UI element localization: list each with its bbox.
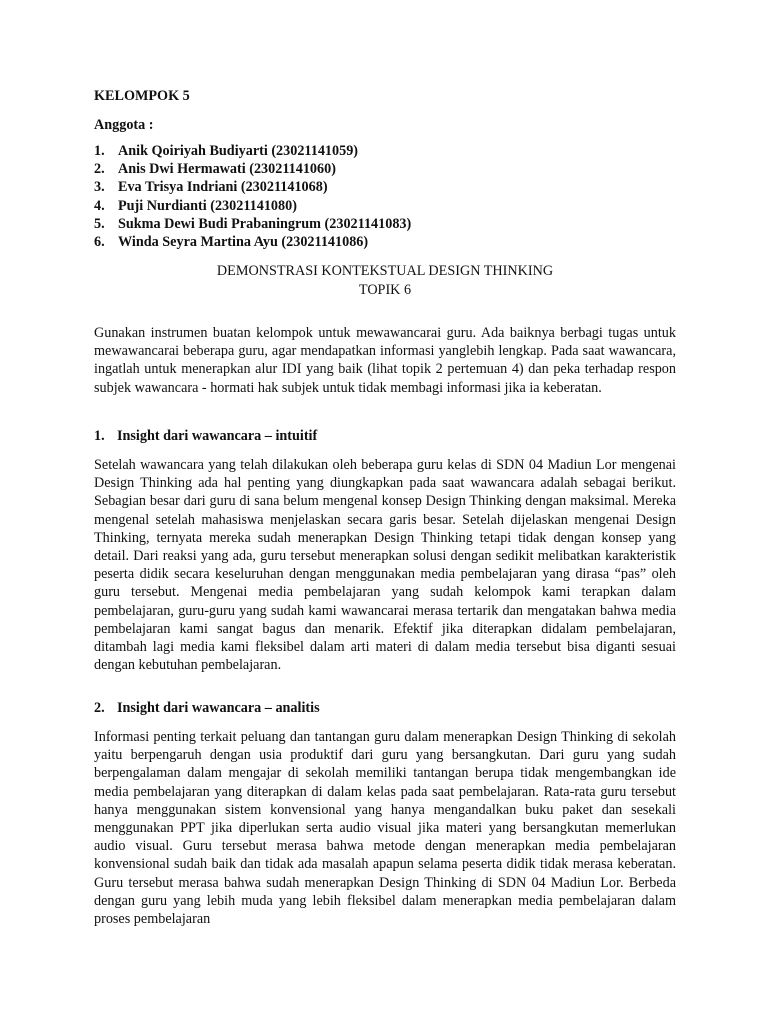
intro-paragraph: Gunakan instrumen buatan kelompok untuk mewawancarai guru. Ada baiknya berbagi tugas untuk mewawancarai beberapa guru, agar mendapatkan informasi yanglebih lengkap. Pada saat wawancara, ingatlah untuk menerapkan alur IDI yang baik (lihat topik 2 pertemuan 4) dan peka terhadap respon subjek wawancara - hormati hak subjek untuk tidak membagi informasi jika ia keberatan. [94,325,676,396]
section-number: 1. [94,428,105,444]
member-name: Puji Nurdianti (23021141080) [118,197,297,214]
section-number: 2. [94,700,105,716]
member-number: 3. [94,179,105,196]
member-number: 4. [94,197,105,214]
document-subtitle: TOPIK 6 [358,282,412,298]
member-number: 2. [94,161,105,178]
list-item [94,233,411,251]
list-item [94,197,411,215]
member-name: Anik Qoiriyah Budiyarti (23021141059) [118,143,359,159]
members-label: Anggota : [94,117,154,133]
member-name: Winda Seyra Martina Ayu (23021141086) [118,233,369,250]
group-title: KELOMPOK 5 [94,88,190,104]
document-title: DEMONSTRASI KONTEKSTUAL DESIGN THINKING [216,263,554,279]
list-item [94,142,411,160]
member-list [94,142,411,251]
section-body-intuitive: Setelah wawancara yang telah dilakukan oleh beberapa guru kelas di SDN 04 Madiun Lor mengenai Design Thinking ada hal penting yang diungkapkan pada saat wawancara adalah sebagai berikut. Sebagian besar dari guru di sana belum mengenal konsep Design Thinking dengan maksimal. Mereka mengenal setelah mahasiswa menjelaskan secara garis besar. Setelah dijelaskan mengenai Design Thinking, ternyata mereka sudah menerapkan Design Thinking tetapi tidak dengan konsep yang detail. Dari reaksi yang ada, guru tersebut menerapkan solusi dengan sedikit melibatkan karakteristik peserta didik secara keseluruhan dengan menggunakan media pembelajaran yang dirasa “pas” oleh guru tersebut. Mengenai media pembelajaran yang sudah kelompok kami terapkan dalam pembelajaran, guru-guru yang sudah kami wawancarai merasa tertarik dan mengatakan bahwa media pembelajaran kami sangat bagus dan menarik. Efektif jika diterapkan didalam pembelajaran, ditambah lagi media kami fleksibel dalam arti materi di dalam media tersebut bisa diganti sesuai dengan kebutuhan pembelajaran. [94,457,676,674]
list-item [94,160,411,178]
list-item [94,215,411,233]
member-name: Anis Dwi Hermawati (23021141060) [118,161,336,178]
section-heading-analytical [94,699,320,717]
list-item [94,178,411,196]
section-title: Insight dari wawancara – analitis [117,700,320,716]
member-name: Sukma Dewi Budi Prabaningrum (23021141083) [118,215,412,232]
section-body-analytical: Informasi penting terkait peluang dan tantangan guru dalam menerapkan Design Thinking di sekolah yaitu berpengaruh dengan usia produktif dari guru yang bersangkutan. Dari guru yang sudah berpengalaman dalam mengajar di sekolah memiliki tantangan berupa tidak mengembangkan ide media pembelajaran yang diterapkan di dalam kelas pada saat pembelajaran. Rata-rata guru tersebut hanya menggunakan sistem konvensional yang hanya mengandalkan buku paket dan sesekali menggunakan PPT jika diperlukan serta audio visual jika materi yang bersangkutan memerlukan audio visual. Guru tersebut merasa bahwa metode dengan menerapkan media pembelajaran konvensional sudah baik dan tidak ada masalah apapun selama peserta didik tidak merasa keberatan. Guru tersebut merasa bahwa sudah menerapkan Design Thinking di SDN 04 Madiun Lor. Berbeda dengan guru yang lebih muda yang lebih fleksibel dalam menerapkan media pembelajaran dalam proses pembelajaran [94,729,676,928]
member-number: 6. [94,233,105,250]
member-number: 5. [94,215,105,232]
section-title: Insight dari wawancara – intuitif [117,428,318,444]
member-name: Eva Trisya Indriani (23021141068) [118,179,328,196]
section-heading-intuitive [94,427,317,445]
member-number: 1. [94,143,105,159]
